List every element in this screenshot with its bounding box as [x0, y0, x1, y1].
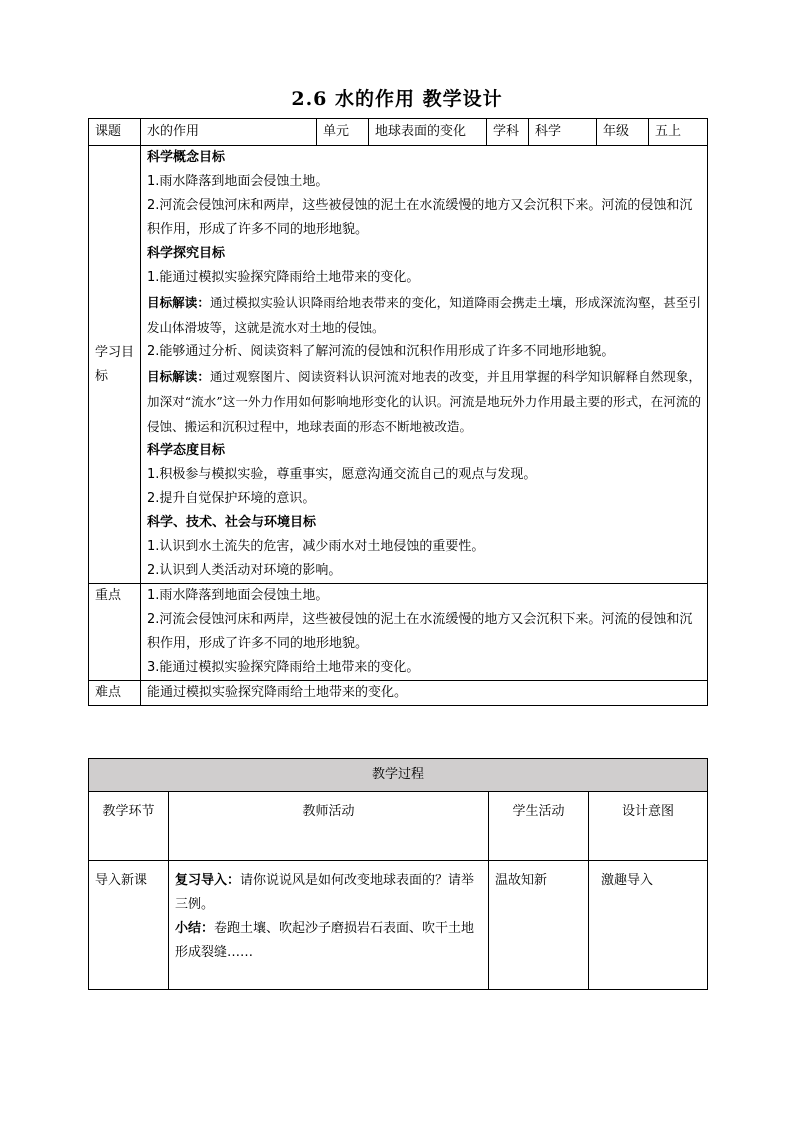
- review-label: 复习导入：: [175, 873, 241, 888]
- intro-student-activity: 温故知新: [489, 861, 589, 990]
- unit-value: 地球表面的变化: [369, 119, 487, 146]
- objectives-label: 学习目标: [89, 146, 141, 584]
- inquiry-item-2: 2.能够通过分析、阅读资料了解河流的侵蚀和沉积作用形成了许多不同地形地貌。: [147, 344, 615, 359]
- topic-value: 水的作用: [141, 119, 317, 146]
- subject-label: 学科: [487, 119, 529, 146]
- grade-value: 五上: [649, 119, 708, 146]
- sts-heading: 科学、技术、社会与环境目标: [147, 515, 317, 530]
- review-paragraph: [175, 869, 482, 917]
- sts-item-1: 1.认识到水土流失的危害，减少雨水对土地侵蚀的重要性。: [147, 539, 485, 554]
- page-title: 2.6 水的作用 教学设计: [291, 88, 503, 110]
- intro-teacher-activity: [169, 861, 489, 990]
- key-points-content: [141, 584, 708, 681]
- col-section-header: 教学环节: [89, 792, 169, 861]
- difficulty-label: 难点: [89, 681, 141, 706]
- attitude-item-2: 2.提升自觉保护环境的意识。: [147, 491, 316, 506]
- interpretation-1-label: 目标解读：: [147, 295, 210, 310]
- concept-item-1: 1.雨水降落到地面会侵蚀土地。: [147, 174, 329, 189]
- interpretation-2-label: 目标解读：: [147, 369, 210, 384]
- summary-text: 卷跑土壤、吹起沙子磨损岩石表面、吹干土地形成裂缝……: [175, 921, 475, 960]
- key-points-label: 重点: [89, 584, 141, 681]
- interpretation-2-text: 通过观察图片、阅读资料认识河流对地表的改变，并且用掌握的科学知识解释自然现象，加深对“流水”这一外力作用如何影响地形变化的认识。河流是地玩外力作用最主要的形式，在河流的侵蚀、搬运和沉积过程中，地球表面的形态不断地被改造。: [147, 369, 701, 434]
- key-point-3: 3.能通过模拟实验探究降雨给土地带来的变化。: [147, 660, 420, 675]
- interpretation-1: [147, 290, 701, 340]
- process-band-title: 教学过程: [89, 759, 708, 792]
- difficulty-row: [89, 681, 708, 706]
- summary-label: 小结：: [175, 921, 215, 936]
- topic-label: 课题: [89, 119, 141, 146]
- process-band-row: [89, 759, 708, 792]
- teaching-process-table: [88, 758, 708, 990]
- attitude-item-1: 1.积极参与模拟实验，尊重事实，愿意沟通交流自己的观点与发现。: [147, 467, 537, 482]
- inquiry-heading: 科学探究目标: [147, 246, 226, 261]
- concept-heading: 科学概念目标: [147, 150, 226, 165]
- col-teacher-header: 教师活动: [169, 792, 489, 861]
- objectives-content: [141, 146, 708, 584]
- intro-design-intent: 激趣导入: [589, 861, 708, 990]
- key-points-row: [89, 584, 708, 681]
- review-text: 请你说说风是如何改变地球表面的？请举三例。: [175, 873, 475, 912]
- lesson-info-table: [88, 118, 708, 706]
- header-row: [89, 119, 708, 146]
- interpretation-2: [147, 364, 701, 439]
- inquiry-item-1: 1.能通过模拟实验探究降雨给土地带来的变化。: [147, 270, 420, 285]
- interpretation-1-text: 通过模拟实验认识降雨给地表带来的变化，知道降雨会携走土壤，形成深流沟壑，甚至引发山体滑坡等，这就是流水对土地的侵蚀。: [147, 295, 701, 335]
- key-point-1: 1.雨水降落到地面会侵蚀土地。: [147, 588, 329, 603]
- intro-section: 导入新课: [89, 861, 169, 990]
- sts-item-2: 2.认识到人类活动对环境的影响。: [147, 563, 342, 578]
- col-student-header: 学生活动: [489, 792, 589, 861]
- key-point-2: 2.河流会侵蚀河床和两岸，这些被侵蚀的泥土在水流缓慢的地方又会沉积下来。河流的侵蚀和沉积作用，形成了许多不同的地形地貌。: [147, 612, 693, 651]
- difficulty-text: 能通过模拟实验探究降雨给土地带来的变化。: [141, 681, 708, 706]
- objectives-row: [89, 146, 708, 584]
- unit-label: 单元: [317, 119, 369, 146]
- process-column-headers: [89, 792, 708, 861]
- grade-label: 年级: [597, 119, 649, 146]
- col-intent-header: 设计意图: [589, 792, 708, 861]
- concept-item-2: 2.河流会侵蚀河床和两岸，这些被侵蚀的泥土在水流缓慢的地方又会沉积下来。河流的侵蚀和沉积作用，形成了许多不同的地形地貌。: [147, 198, 693, 237]
- subject-value: 科学: [529, 119, 597, 146]
- summary-paragraph: [175, 917, 482, 965]
- intro-row: [89, 861, 708, 990]
- attitude-heading: 科学态度目标: [147, 443, 226, 458]
